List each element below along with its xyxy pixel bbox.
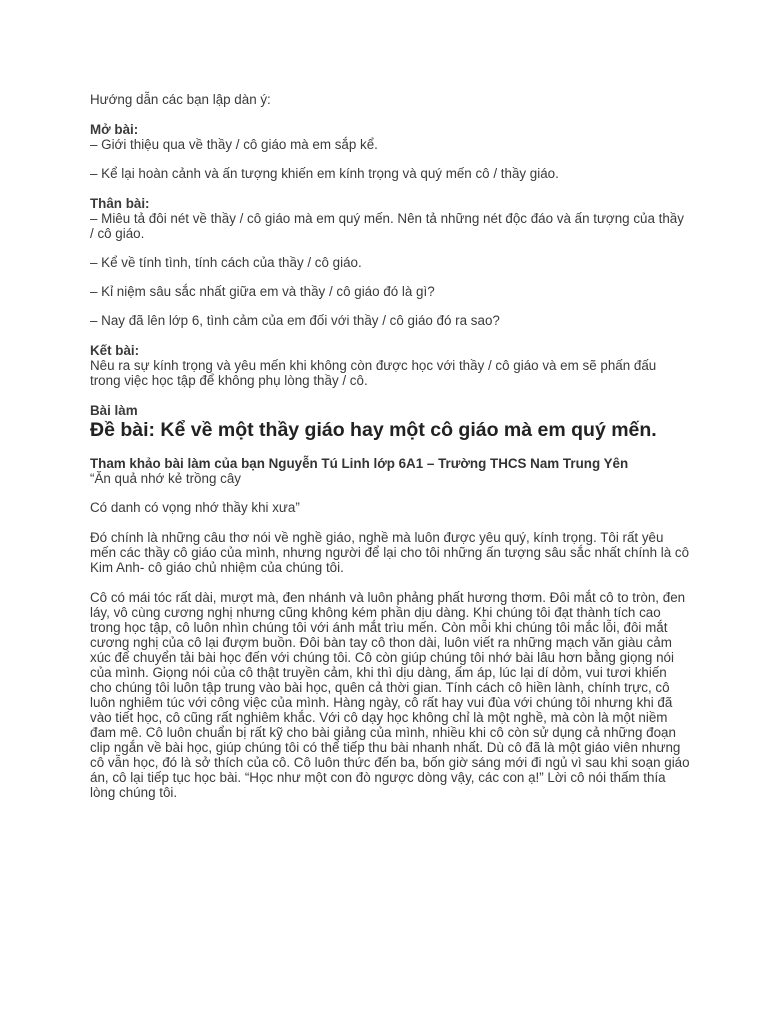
bai-lam-section — [90, 403, 690, 441]
poem-line: “Ăn quả nhớ kẻ trồng cây — [90, 471, 241, 486]
essay-subtitle: Tham khảo bài làm của bạn Nguyễn Tú Linh lớp 6A1 – Trường THCS Nam Trung Yên — [90, 456, 629, 471]
ket-bai-section — [90, 343, 690, 388]
essay-paragraph: Cô có mái tóc rất dài, mượt mà, đen nhánh và luôn phảng phất hương thơm. Đôi mắt cô to tròn, đen láy, vô cùng cương nghị nhưng cũng không kém phần dịu dàng. Khi chúng tôi đạt thành tích cao trong học tập, cô luôn nhìn chúng tôi với ánh mắt trìu mến. Còn mỗi khi chúng tôi mắc lỗi, đôi mắt cương nghị của cô lại đượm buồn. Đôi bàn tay cô thon dài, luôn viết ra những mạch văn giàu cảm xúc để chuyển tải bài học đến với chúng tôi. Cô còn giúp chúng tôi nhớ bài lâu hơn bằng giọng nói của mình. Giọng nói của cô thật truyền cảm, khi thì dịu dàng, ấm áp, lúc lại dí dỏm, vui tươi khiến cho chúng tôi luôn tập trung vào bài học, quên cả thời gian. Tính cách cô hiền lành, chính trực, cô luôn nghiêm túc với công việc của mình. Hàng ngày, cô rất hay vui đùa với chúng tôi nhưng khi đã vào tiết học, cô cũng rất nghiêm khắc. Với cô dạy học không chỉ là một nghề, mà còn là một niềm đam mê. Cô luôn chuẩn bị rất kỹ cho bài giảng của mình, nhiều khi cô còn sử dụng cả những đoạn clip ngắn về bài học, giúp chúng tôi có thể tiếp thu bài nhanh nhất. Dù cô đã là một giáo viên nhưng cô vẫn học, đó là sở thích của cô. Cô luôn thức đến ba, bốn giờ sáng mới đi ngủ vì sau khi soạn giáo án, cô lại tiếp tục học bài. “Học như một con đò ngược dòng vậy, các con ạ!” Lời cô nói thấm thía lòng chúng tôi. — [90, 590, 690, 800]
than-bai-line: – Kỉ niệm sâu sắc nhất giữa em và thầy / cô giáo đó là gì? — [90, 284, 435, 299]
document-body — [90, 92, 690, 800]
than-bai-heading: Thân bài: — [90, 196, 150, 211]
mo-bai-line: – Kể lại hoàn cảnh và ấn tượng khiến em kính trọng và quý mến cô / thầy giáo. — [90, 166, 559, 181]
mo-bai-heading: Mở bài: — [90, 122, 139, 137]
ket-bai-text: Nêu ra sự kính trọng và yêu mến khi không còn được học với thầy / cô giáo và em sẽ phấn đấu trong việc học tập để không phụ lòng thầy / cô. — [90, 358, 657, 388]
poem-line: Có danh có vọng nhớ thầy khi xưa” — [90, 500, 300, 515]
ket-bai-heading: Kết bài: — [90, 343, 140, 358]
intro-text: Hướng dẫn các bạn lập dàn ý: — [90, 92, 271, 107]
essay-title: Đề bài: Kể về một thầy giáo hay một cô giáo mà em quý mến. — [90, 419, 657, 441]
essay-section — [90, 456, 690, 800]
than-bai-line: – Miêu tả đôi nét về thầy / cô giáo mà em quý mến. Nên tả những nét độc đáo và ấn tượng của thầy / cô giáo. — [90, 211, 684, 241]
mo-bai-section — [90, 122, 690, 181]
essay-paragraph: Đó chính là những câu thơ nói về nghề giáo, nghề mà luôn được yêu quý, kính trọng. Tôi rất yêu mến các thầy cô giáo của mình, nhưng người để lại cho tôi những ấn tượng sâu sắc nhất chính là cô Kim Anh- cô giáo chủ nhiệm của chúng tôi. — [90, 530, 690, 575]
than-bai-section — [90, 196, 690, 328]
mo-bai-line: – Giới thiệu qua về thầy / cô giáo mà em sắp kể. — [90, 137, 378, 152]
than-bai-line: – Kể về tính tình, tính cách của thầy / cô giáo. — [90, 255, 362, 270]
bai-lam-label: Bài làm — [90, 403, 138, 418]
than-bai-line: – Nay đã lên lớp 6, tình cảm của em đối với thầy / cô giáo đó ra sao? — [90, 313, 500, 328]
